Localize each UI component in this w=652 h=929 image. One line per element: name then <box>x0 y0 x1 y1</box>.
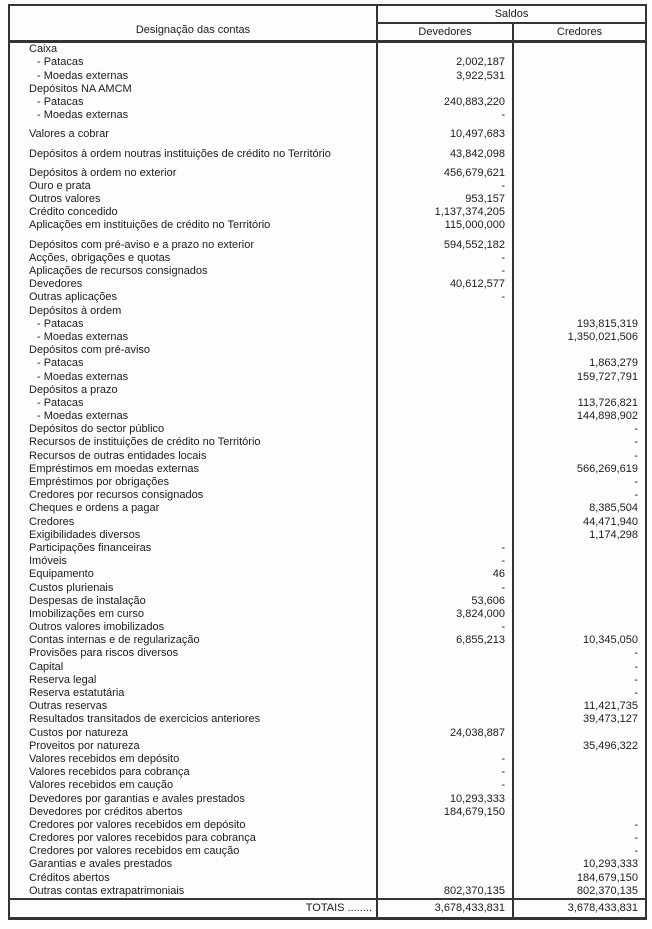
credores-value-cell <box>513 96 646 109</box>
credores-value-cell <box>513 792 646 805</box>
devedores-value-cell: 456,679,621 <box>377 161 513 180</box>
table-row <box>9 42 646 57</box>
table-row <box>9 581 646 594</box>
table-row <box>9 568 646 581</box>
table-row <box>9 832 646 845</box>
devedores-value-cell: - <box>377 542 513 555</box>
credores-value-cell: - <box>513 449 646 462</box>
table-row <box>9 845 646 858</box>
account-name-cell: Depósitos à ordem noutras instituições de crédito no Território <box>29 147 331 160</box>
account-name-cell: Imóveis <box>29 555 67 568</box>
table-row <box>9 779 646 792</box>
credores-value-cell <box>513 278 646 291</box>
table-row <box>9 436 646 449</box>
table-row <box>9 819 646 832</box>
account-name-cell: Participações financeiras <box>29 541 152 554</box>
credores-value-cell: 113,726,821 <box>513 397 646 410</box>
credores-value-cell: - <box>513 423 646 436</box>
table-row <box>9 885 646 899</box>
account-name-cell: Custos por natureza <box>29 726 129 739</box>
credores-value-cell <box>513 542 646 555</box>
credores-value-cell: 566,269,619 <box>513 463 646 476</box>
credores-value-cell: 39,473,127 <box>513 713 646 726</box>
credores-value-cell: - <box>513 489 646 502</box>
balance-table <box>8 4 647 920</box>
account-name-cell: Reserva estatutária <box>29 687 125 699</box>
account-name-cell: Outros valores <box>29 193 101 206</box>
table-row <box>9 83 646 96</box>
account-name-cell: Devedores por créditos abertos <box>29 805 183 818</box>
account-name-cell: Ouro e prata <box>29 179 91 192</box>
table-row <box>9 370 646 383</box>
account-name-cell: Credores por valores recebidos em caução <box>29 845 240 858</box>
credores-value-cell <box>513 608 646 621</box>
devedores-value-cell <box>377 423 513 436</box>
account-name-cell: Devedores por garantias e avales prestados <box>29 792 245 805</box>
account-name-cell: Proveitos por natureza <box>29 739 140 752</box>
table-row <box>9 871 646 884</box>
credores-value-cell <box>513 180 646 193</box>
totals-devedores-value: 3,678,433,831 <box>377 899 513 919</box>
account-name-cell: Devedores <box>29 278 83 291</box>
table-row <box>9 56 646 69</box>
table-row <box>9 193 646 206</box>
table-row <box>9 384 646 397</box>
table-row <box>9 304 646 317</box>
devedores-value-cell: - <box>377 265 513 278</box>
table-row <box>9 555 646 568</box>
account-name-cell: - Patacas <box>37 317 84 330</box>
devedores-value-cell <box>377 331 513 344</box>
table-row <box>9 109 646 122</box>
credores-value-cell: 44,471,940 <box>513 515 646 528</box>
devedores-value-cell: - <box>377 581 513 594</box>
devedores-value-cell <box>377 845 513 858</box>
credores-value-cell: - <box>513 819 646 832</box>
devedores-value-cell: 10,497,683 <box>377 122 513 141</box>
credores-value-cell: - <box>513 476 646 489</box>
devedores-value-cell: - <box>377 766 513 779</box>
account-name-cell: Valores a cobrar <box>29 128 109 141</box>
account-name-cell: Custos plurienais <box>29 581 114 594</box>
table-row <box>9 858 646 871</box>
credores-value-cell: 35,496,322 <box>513 740 646 753</box>
devedores-value-cell: 24,038,887 <box>377 726 513 739</box>
devedores-value-cell: 53,606 <box>377 595 513 608</box>
account-name-cell: Contas internas e de regularização <box>29 634 200 647</box>
account-name-cell: Depósitos do sector público <box>29 423 165 436</box>
account-name-cell: Caixa <box>29 43 58 56</box>
credores-value-cell: - <box>513 647 646 660</box>
table-row <box>9 141 646 160</box>
table-row <box>9 700 646 713</box>
account-name-cell: Resultados transitados de exercicios anteriores <box>29 713 261 726</box>
devedores-value-cell <box>377 740 513 753</box>
table-row <box>9 122 646 141</box>
table-row <box>9 331 646 344</box>
table-body <box>9 42 646 899</box>
table-footer <box>9 899 646 919</box>
devedores-value-cell: 3,824,000 <box>377 608 513 621</box>
credores-value-cell <box>513 252 646 265</box>
table-row <box>9 489 646 502</box>
devedores-value-cell <box>377 410 513 423</box>
account-name-cell: Valores recebidos em caução <box>29 779 174 792</box>
credores-value-cell: 1,174,298 <box>513 529 646 542</box>
devedores-value-cell: - <box>377 753 513 766</box>
devedores-value-cell: 184,679,150 <box>377 806 513 819</box>
devedores-value-cell <box>377 529 513 542</box>
account-name-cell: Depósitos à ordem <box>29 304 122 317</box>
credores-value-cell <box>513 232 646 251</box>
devedores-value-cell <box>377 304 513 317</box>
devedores-value-cell <box>377 502 513 515</box>
devedores-value-cell: 43,842,098 <box>377 141 513 160</box>
table-row <box>9 161 646 180</box>
table-row <box>9 265 646 278</box>
table-row <box>9 792 646 805</box>
account-name-cell: - Patacas <box>37 396 84 409</box>
devedores-value-cell: 594,552,182 <box>377 232 513 251</box>
credores-value-cell: 11,421,735 <box>513 700 646 713</box>
credores-value-cell <box>513 42 646 57</box>
devedores-value-cell: - <box>377 109 513 122</box>
table-row <box>9 674 646 687</box>
totals-label: TOTAIS ........ <box>9 899 377 919</box>
account-name-cell: Créditos abertos <box>29 871 110 884</box>
devedores-value-cell <box>377 647 513 660</box>
column-header-devedores: Devedores <box>377 23 513 42</box>
table-row <box>9 96 646 109</box>
table-row <box>9 502 646 515</box>
devedores-value-cell: - <box>377 779 513 792</box>
account-name-cell: Depósitos a prazo <box>29 383 118 396</box>
table-row <box>9 449 646 462</box>
devedores-value-cell <box>377 871 513 884</box>
account-name-cell: Credores por valores recebidos para cobrança <box>29 832 256 845</box>
credores-value-cell <box>513 726 646 739</box>
credores-value-cell <box>513 581 646 594</box>
credores-value-cell: - <box>513 845 646 858</box>
credores-value-cell <box>513 779 646 792</box>
credores-value-cell <box>513 83 646 96</box>
devedores-value-cell: - <box>377 291 513 304</box>
devedores-value-cell <box>377 436 513 449</box>
account-name-cell: Imobilizações em curso <box>29 607 144 620</box>
devedores-value-cell <box>377 42 513 57</box>
totals-row <box>9 899 646 919</box>
account-name-cell: Reserva legal <box>29 673 97 686</box>
account-name-cell: Crédito concedido <box>29 206 118 219</box>
table-row <box>9 278 646 291</box>
devedores-value-cell <box>377 476 513 489</box>
account-name-cell: - Moedas externas <box>37 330 129 343</box>
devedores-value-cell: 3,922,531 <box>377 69 513 82</box>
devedores-value-cell <box>377 83 513 96</box>
totals-credores-value: 3,678,433,831 <box>513 899 646 919</box>
account-name-cell: - Moedas externas <box>37 69 129 82</box>
table-row <box>9 423 646 436</box>
table-row <box>9 344 646 357</box>
table-row <box>9 463 646 476</box>
credores-value-cell <box>513 344 646 357</box>
table-row <box>9 410 646 423</box>
table-row <box>9 687 646 700</box>
table-row <box>9 542 646 555</box>
credores-value-cell <box>513 265 646 278</box>
account-name-cell: Credores por valores recebidos em depósito <box>29 818 246 831</box>
account-name-cell: - Patacas <box>37 357 84 370</box>
devedores-value-cell: - <box>377 555 513 568</box>
table-row <box>9 621 646 634</box>
account-name-cell: Outras contas extrapatrimoniais <box>29 884 185 897</box>
table-row <box>9 180 646 193</box>
devedores-value-cell: 10,293,333 <box>377 792 513 805</box>
devedores-value-cell: 1,137,374,205 <box>377 206 513 219</box>
account-name-cell: Recursos de instituições de crédito no Território <box>29 436 261 449</box>
credores-value-cell: 8,385,504 <box>513 502 646 515</box>
credores-value-cell: 802,370,135 <box>513 885 646 899</box>
credores-value-cell <box>513 304 646 317</box>
account-name-cell: Despesas de instalação <box>29 594 146 607</box>
devedores-value-cell: 802,370,135 <box>377 885 513 899</box>
table-row <box>9 634 646 647</box>
table-row <box>9 318 646 331</box>
account-name-cell: Capital <box>29 660 64 673</box>
account-name-cell: - Moedas externas <box>37 109 129 122</box>
table-row <box>9 69 646 82</box>
devedores-value-cell <box>377 713 513 726</box>
table-header <box>9 5 646 42</box>
credores-value-cell <box>513 122 646 141</box>
devedores-value-cell <box>377 515 513 528</box>
devedores-value-cell: 2,002,187 <box>377 56 513 69</box>
account-name-cell: Cheques e ordens a pagar <box>29 502 160 515</box>
credores-value-cell <box>513 595 646 608</box>
credores-value-cell <box>513 555 646 568</box>
table-row <box>9 713 646 726</box>
account-name-cell: Acções, obrigações e quotas <box>29 251 171 264</box>
devedores-value-cell <box>377 687 513 700</box>
table-row <box>9 232 646 251</box>
devedores-value-cell <box>377 660 513 673</box>
account-name-cell: Outras reservas <box>29 700 108 713</box>
credores-value-cell: - <box>513 660 646 673</box>
credores-value-cell: 144,898,902 <box>513 410 646 423</box>
table-row <box>9 219 646 232</box>
credores-value-cell <box>513 621 646 634</box>
account-name-cell: Credores <box>29 515 75 528</box>
devedores-value-cell <box>377 832 513 845</box>
account-name-cell: Empréstimos em moedas externas <box>29 462 199 475</box>
credores-value-cell <box>513 193 646 206</box>
devedores-value-cell: - <box>377 621 513 634</box>
table-row <box>9 476 646 489</box>
devedores-value-cell <box>377 858 513 871</box>
devedores-value-cell <box>377 384 513 397</box>
devedores-value-cell <box>377 674 513 687</box>
devedores-value-cell: - <box>377 252 513 265</box>
devedores-value-cell: 115,000,000 <box>377 219 513 232</box>
account-name-cell: Valores recebidos em depósito <box>29 752 180 765</box>
credores-value-cell <box>513 109 646 122</box>
account-name-cell: Depósitos à ordem no exterior <box>29 166 177 179</box>
account-name-cell: Outros valores imobilizados <box>29 621 165 634</box>
credores-value-cell: - <box>513 832 646 845</box>
devedores-value-cell: 6,855,213 <box>377 634 513 647</box>
devedores-value-cell <box>377 700 513 713</box>
table-row <box>9 726 646 739</box>
table-row <box>9 397 646 410</box>
account-name-cell: - Patacas <box>37 95 84 108</box>
account-name-cell: Recursos de outras entidades locais <box>29 449 207 462</box>
account-name-cell: Depósitos NA AMCM <box>29 82 132 95</box>
column-header-credores: Credores <box>513 23 646 42</box>
credores-value-cell: 1,863,279 <box>513 357 646 370</box>
account-name-cell: Aplicações em instituições de crédito no Território <box>29 219 271 232</box>
table-row <box>9 753 646 766</box>
account-name-cell: Outras aplicações <box>29 291 118 304</box>
devedores-value-cell <box>377 463 513 476</box>
account-name-cell: Equipamento <box>29 568 94 581</box>
credores-value-cell <box>513 141 646 160</box>
credores-value-cell <box>513 56 646 69</box>
credores-value-cell <box>513 219 646 232</box>
account-name-cell: Depósitos com pré-aviso <box>29 344 151 357</box>
credores-value-cell: 159,727,791 <box>513 370 646 383</box>
table-row <box>9 252 646 265</box>
devedores-value-cell <box>377 449 513 462</box>
table-row <box>9 595 646 608</box>
devedores-value-cell <box>377 357 513 370</box>
column-header-saldos: Saldos <box>377 5 646 23</box>
account-name-cell: Aplicações de recursos consignados <box>29 265 208 277</box>
account-name-cell: Valores recebidos para cobrança <box>29 766 190 779</box>
devedores-value-cell: 46 <box>377 568 513 581</box>
account-name-cell: - Moedas externas <box>37 410 129 423</box>
account-name-cell: - Moedas externas <box>37 370 129 383</box>
account-name-cell: Provisões para riscos diversos <box>29 647 179 660</box>
devedores-value-cell <box>377 318 513 331</box>
table-row <box>9 608 646 621</box>
devedores-value-cell: 40,612,577 <box>377 278 513 291</box>
credores-value-cell: 193,815,319 <box>513 318 646 331</box>
credores-value-cell: 10,345,050 <box>513 634 646 647</box>
credores-value-cell <box>513 806 646 819</box>
account-name-cell: Empréstimos por obrigações <box>29 476 170 488</box>
account-name-cell: Credores por recursos consignados <box>29 489 204 502</box>
devedores-value-cell: 953,157 <box>377 193 513 206</box>
account-name-cell: Depósitos com pré-aviso e a prazo no exterior <box>29 238 254 251</box>
credores-value-cell <box>513 766 646 779</box>
credores-value-cell: - <box>513 436 646 449</box>
devedores-value-cell <box>377 370 513 383</box>
credores-value-cell <box>513 384 646 397</box>
table-row <box>9 357 646 370</box>
credores-value-cell <box>513 206 646 219</box>
credores-value-cell: 1,350,021,506 <box>513 331 646 344</box>
credores-value-cell <box>513 69 646 82</box>
devedores-value-cell: - <box>377 180 513 193</box>
credores-value-cell <box>513 753 646 766</box>
table-row <box>9 206 646 219</box>
header-row-saldos <box>9 5 646 23</box>
column-header-designacao: Designação das contas <box>135 24 251 36</box>
devedores-value-cell <box>377 344 513 357</box>
account-name-cell: Garantias e avales prestados <box>29 858 173 871</box>
credores-value-cell <box>513 291 646 304</box>
table-row <box>9 740 646 753</box>
credores-value-cell: 184,679,150 <box>513 871 646 884</box>
table-row <box>9 647 646 660</box>
table-row <box>9 291 646 304</box>
table-row <box>9 766 646 779</box>
table-row <box>9 660 646 673</box>
table-row <box>9 515 646 528</box>
devedores-value-cell <box>377 397 513 410</box>
table-row <box>9 806 646 819</box>
credores-value-cell: - <box>513 674 646 687</box>
credores-value-cell: 10,293,333 <box>513 858 646 871</box>
table-row <box>9 529 646 542</box>
devedores-value-cell <box>377 819 513 832</box>
credores-value-cell <box>513 568 646 581</box>
account-name-cell: - Patacas <box>37 56 84 69</box>
credores-value-cell <box>513 161 646 180</box>
credores-value-cell: - <box>513 687 646 700</box>
devedores-value-cell: 240,883,220 <box>377 96 513 109</box>
account-name-cell: Exigibilidades diversos <box>29 528 141 541</box>
devedores-value-cell <box>377 489 513 502</box>
